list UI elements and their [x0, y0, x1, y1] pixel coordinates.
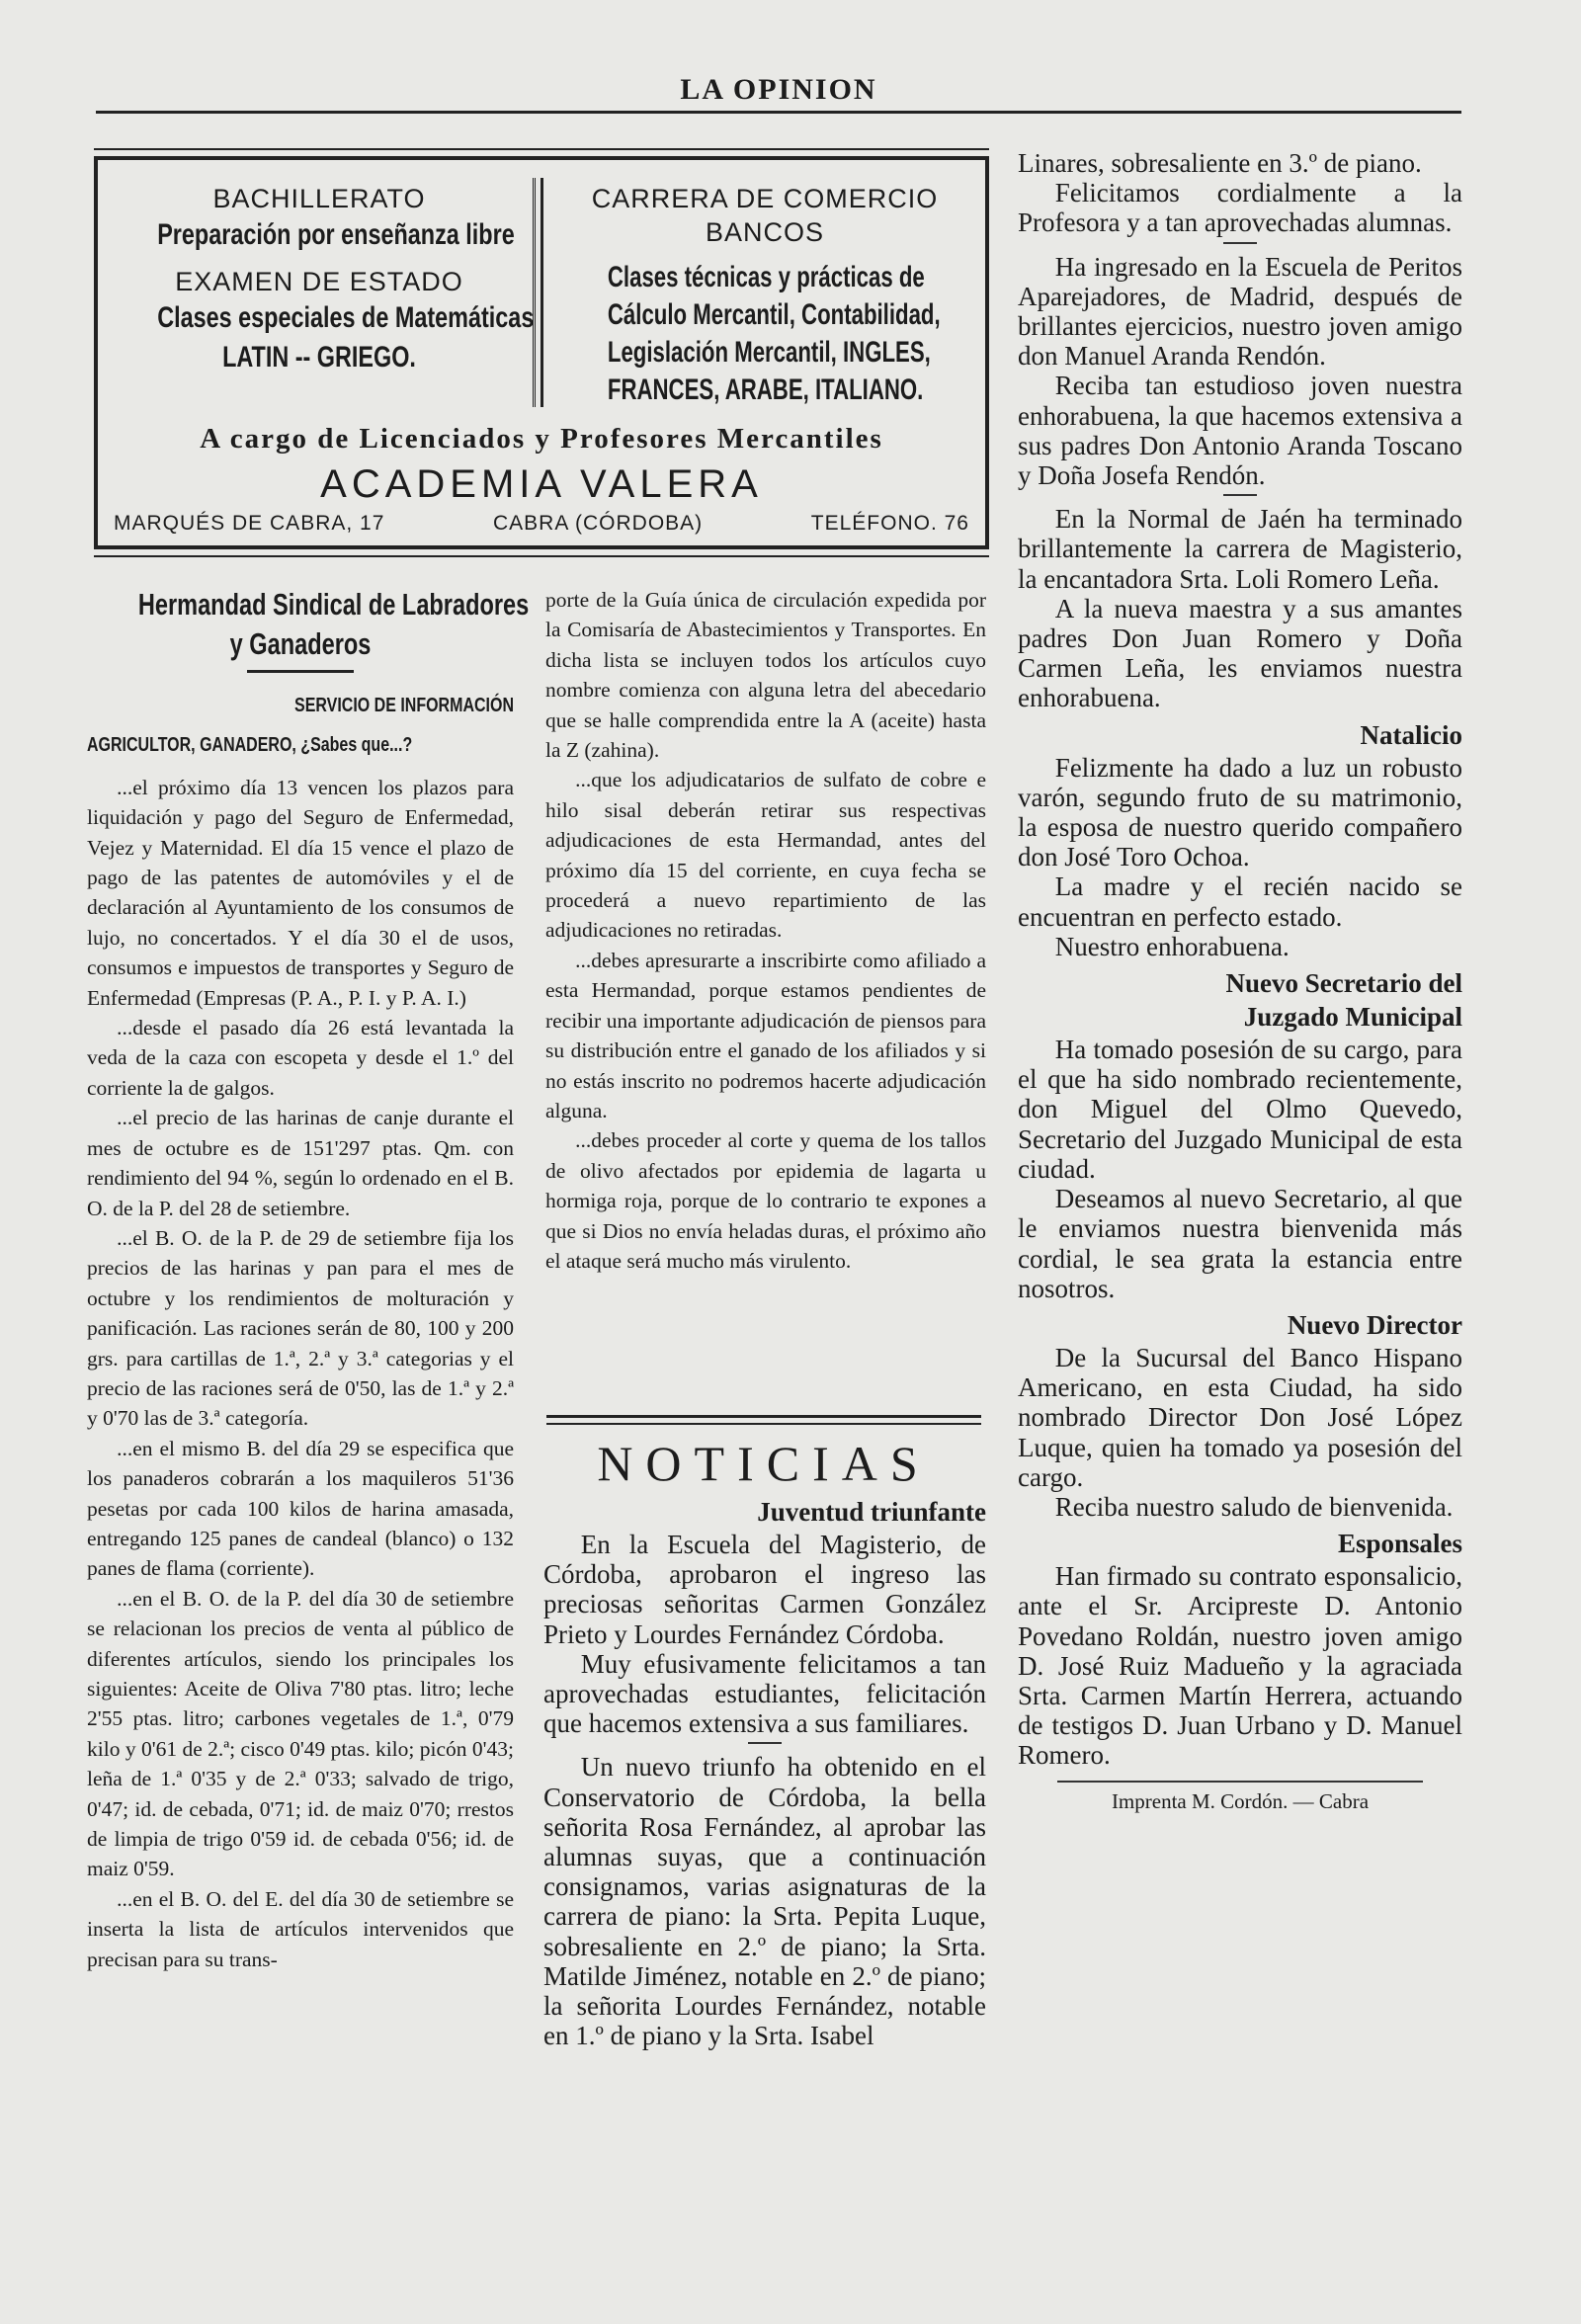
news-paragraph: Muy efusivamente felicitamos a tan aprovechadas estudiantes, felicitación que hacemos extensiva a sus familiares.	[543, 1648, 986, 1739]
separator	[1223, 242, 1257, 244]
news-paragraph: Reciba nuestro saludo de bienvenida.	[1054, 1491, 1454, 1522]
hermandad-title: Hermandad Sindical de Labradores	[137, 587, 530, 622]
news-paragraph: En la Escuela del Magisterio, de Córdoba, aprobaron el ingreso las preciosas señoritas Carmen González Prieto y Lourdes Fernández Córdoba.	[543, 1530, 986, 1649]
hermandad-title-line2: y Ganaderos	[229, 626, 372, 661]
news-paragraph: Linares, sobresaliente en 3.º de piano.	[1018, 148, 1422, 178]
juventud-title: Juventud triunfante	[757, 1497, 986, 1527]
article-paragraph: porte de la Guía única de circulación expedida por la Comisaría de Abastecimientos y Transportes. En dicha lista se incluyen todos los artículos cuyo nombre comienza con alguna letra del abecedario que se halle comprendida entre la A (aceite) hasta la Z (zahina).	[545, 588, 986, 763]
news-paragraph: Nuestro enhorabuena.	[1054, 931, 1290, 961]
article-paragraph: ...en el mismo B. del día 29 se especifica que los panaderos cobrarán a los maquileros 51'36 pesetas por cada 100 kilos de harina amasada, entregando 125 panes de candeal (blanco) o 132 panes de flama (corriente).	[87, 1436, 514, 1581]
article-paragraph: ...el B. O. de la P. de 29 de setiembre fija los precios de las harinas y pan para el mes de octubre y los rendimientos de molturación y panificación. Las raciones serán de 80, 100 y 200 grs. para cartillas de 1.ª, 2.ª y 3.ª categorias y el precio de las raciones será de 0'50, las de 1.ª y 2.ª y 0'70 las de 3.ª categoría.	[87, 1225, 514, 1431]
masthead: LA OPINION	[680, 73, 877, 106]
director-title: Nuevo Director	[1287, 1309, 1462, 1340]
ad-clases-tecnicas: Clases técnicas y prácticas de	[607, 261, 925, 293]
separator	[748, 1742, 782, 1744]
ad-carrera-comercio: CARRERA DE COMERCIO	[591, 184, 939, 213]
ad-clases-matematicas: Clases especiales de Matemáticas	[157, 301, 535, 334]
title-rule	[247, 670, 354, 673]
article-paragraph: ...en el B. O. del E. del día 30 de setiembre se inserta la lista de artículos intervenidos que precisan para su trans-	[87, 1886, 514, 1971]
servicio-informacion: SERVICIO DE INFORMACIÓN	[294, 695, 514, 716]
ad-preparacion: Preparación por enseñanza libre	[157, 218, 515, 251]
ad-idiomas: FRANCES, ARABE, ITALIANO.	[607, 374, 924, 406]
ad-bottom-rule	[94, 555, 989, 557]
academia-advertisement	[94, 156, 989, 549]
esponsales-title: Esponsales	[1337, 1529, 1462, 1559]
news-paragraph: A la nueva maestra y a sus amantes padres Don Juan Romero y Doña Carmen Leña, les enviamos nuestra enhorabuena.	[1018, 593, 1462, 713]
article-paragraph: ...el próximo día 13 vencen los plazos para liquidación y pago del Seguro de Enfermedad, Vejez y Maternidad. El día 15 vence el plazo de pago de las patentes de automóviles y el de declaración al Ayuntamiento de los consumos de lujo, no concertados. Y el día 30 el de usos, consumos e impuestos de transportes y Seguro de Enfermedad (Empresas (P. A., P. I. y P. A. I.)	[87, 775, 514, 1010]
noticias-rule	[546, 1415, 981, 1418]
news-paragraph: Felicitamos cordialmente a la Profesora y a tan aprovechadas alumnas.	[1018, 178, 1462, 238]
secretario-title: Nuevo Secretario del	[1225, 968, 1462, 999]
news-paragraph: Felizmente ha dado a luz un robusto varón, segundo fruto de su matrimonio, la esposa de nuestro querido compañero don José Toro Ochoa.	[1018, 752, 1462, 872]
news-paragraph: La madre y el recién nacido se encuentran en perfecto estado.	[1018, 872, 1462, 932]
hermandad-continued-column	[545, 585, 986, 1276]
ad-divider	[533, 178, 539, 407]
ad-city: CABRA (CÓRDOBA)	[492, 512, 704, 535]
noticias-column	[1018, 148, 1462, 1816]
article-paragraph: ...debes apresurarte a inscribirte como afiliado a esta Hermandad, porque estamos pendientes de recibir una importante adjudicación de piensos para su distribución entre el ganado de los afiliados y si no estás inscrito no podremos hacerte adjudicación alguna.	[545, 948, 986, 1122]
ad-comercio-block	[552, 182, 977, 409]
hermandad-column	[87, 585, 530, 1974]
separator	[1223, 494, 1257, 496]
news-paragraph: En la Normal de Jaén ha terminado brillantemente la carrera de Magisterio, la encantadora Srta. Loli Romero Leña.	[1018, 504, 1462, 594]
juventud-column	[543, 1490, 986, 2050]
article-paragraph: ...desde el pasado día 26 está levantada la veda de la caza con escopeta y desde el 1.º del corriente la de galgos.	[87, 1016, 514, 1100]
news-paragraph: Han firmado su contrato esponsalicio, ante el Sr. Arcipreste D. Antonio Povedano Roldán, nuestro joven amigo D. José Ruiz Madueño y la agraciada Srta. Carmen Martín Herrera, actuando de testigos D. Juan Urbano y D. Manuel Romero.	[1018, 1561, 1462, 1771]
ad-phone: TELÉFONO. 76	[810, 512, 969, 535]
news-paragraph: Un nuevo triunfo ha obtenido en el Conservatorio de Córdoba, la bella señorita Rosa Fernández, al aprobar las alumnas suyas, que a continuación consignamos, varias asignaturas de la carrera de piano: la Srta. Pepita Luque, sobresaliente en 2.º de piano; la Srta. Matilde Jiménez, notable en 2.º de piano; la señorita Lourdes Fernández, notable en 1.º de piano y la Srta. Isabel	[543, 1752, 986, 2051]
ad-divider-inner	[541, 178, 543, 407]
ad-calculo: Cálculo Mercantil, Contabilidad,	[607, 298, 941, 331]
ad-bachillerato: BACHILLERATO	[212, 184, 426, 213]
ad-bachillerato-block	[112, 182, 535, 377]
article-paragraph: ...que los adjudicatarios de sulfato de cobre e hilo sisal deberán retirar sus respectivas adjudicaciones de esta Hermandad, antes del próximo día 15 del corriente, en cuya fecha se procederá a nuevo repartimiento de las adjudicaciones no retiradas.	[545, 768, 986, 943]
ad-legislacion: Legislación Mercantil, INGLES,	[607, 336, 931, 369]
secretario-title-line2: Juzgado Municipal	[1243, 1002, 1462, 1033]
news-paragraph: Ha tomado posesión de su cargo, para el que ha sido nombrado recientemente, don Miguel del Olmo Quevedo, Secretario del Juzgado Municipal de esta ciudad.	[1018, 1035, 1462, 1184]
ad-cargo: A cargo de Licenciados y Profesores Mercantiles	[200, 423, 883, 455]
agricultor-heading: AGRICULTOR, GANADERO, ¿Sabes que...?	[87, 734, 413, 757]
ad-address: MARQUÉS DE CABRA, 17	[114, 512, 385, 535]
news-paragraph: Deseamos al nuevo Secretario, al que le enviamos nuestra bienvenida más cordial, le sea grata la estancia entre nosotros.	[1018, 1184, 1462, 1303]
ad-examen: EXAMEN DE ESTADO	[175, 267, 463, 296]
news-paragraph: Ha ingresado en la Escuela de Peritos Aparejadores, de Madrid, después de brillantes ejercicios, nuestro joven amigo don Manuel Aranda Rendón.	[1018, 251, 1462, 372]
ad-latin-griego: LATIN -- GRIEGO.	[222, 341, 416, 374]
ad-top-rule	[94, 148, 989, 150]
article-paragraph: ...el precio de las harinas de canje durante el mes de octubre es de 151'297 ptas. Qm. con rendimiento del 94 %, según lo ordenado en el B. O. de la P. del 28 de setiembre.	[87, 1106, 514, 1220]
article-paragraph: ...debes proceder al corte y quema de los tallos de olivo afectados por epidemia de lagarta u hormiga roja, porque de lo contrario te expones a que si Dios no envía heladas duras, el próximo año el ataque será mucho más virulento.	[545, 1128, 986, 1273]
noticias-rule	[546, 1423, 981, 1425]
news-paragraph: Reciba tan estudioso joven nuestra enhorabuena, la que hacemos extensiva a sus padres Don Antonio Aranda Toscano y Doña Josefa Rendón.	[1018, 371, 1462, 491]
article-paragraph: ...en el B. O. de la P. del día 30 de setiembre se relacionan los precios de venta al público de diferentes artículos, siendo los principales los siguientes: Aceite de Oliva 7'80 ptas. litro; leche 2'55 ptas. litro; carbones vegetales de 1.ª, 0'79 kilo y 0'61 de 2.ª; cisco 0'49 ptas. kilo; picón 0'43; leña de 1.ª 0'35 y de 2.ª 0'33; salvado de trigo, 0'47; id. de cebada, 0'71; id. de maiz 0'70; rrestos de limpia de trigo 0'59 id. de cebada 0'56; id. de maiz 0'59.	[87, 1586, 514, 1881]
imprenta-footer: Imprenta M. Cordón. — Cabra	[1057, 1781, 1423, 1816]
noticias-heading: NOTICIAS	[597, 1436, 931, 1491]
ad-bancos: BANCOS	[705, 217, 825, 247]
news-paragraph: De la Sucursal del Banco Hispano Americano, en esta Ciudad, ha sido nombrado Director Don José López Luque, quien ha tomado ya posesión del cargo.	[1018, 1342, 1462, 1492]
ad-footer	[114, 512, 969, 536]
ad-academia-name: ACADEMIA VALERA	[320, 462, 763, 506]
masthead-rule	[96, 111, 1461, 114]
natalicio-title: Natalicio	[1360, 719, 1462, 750]
